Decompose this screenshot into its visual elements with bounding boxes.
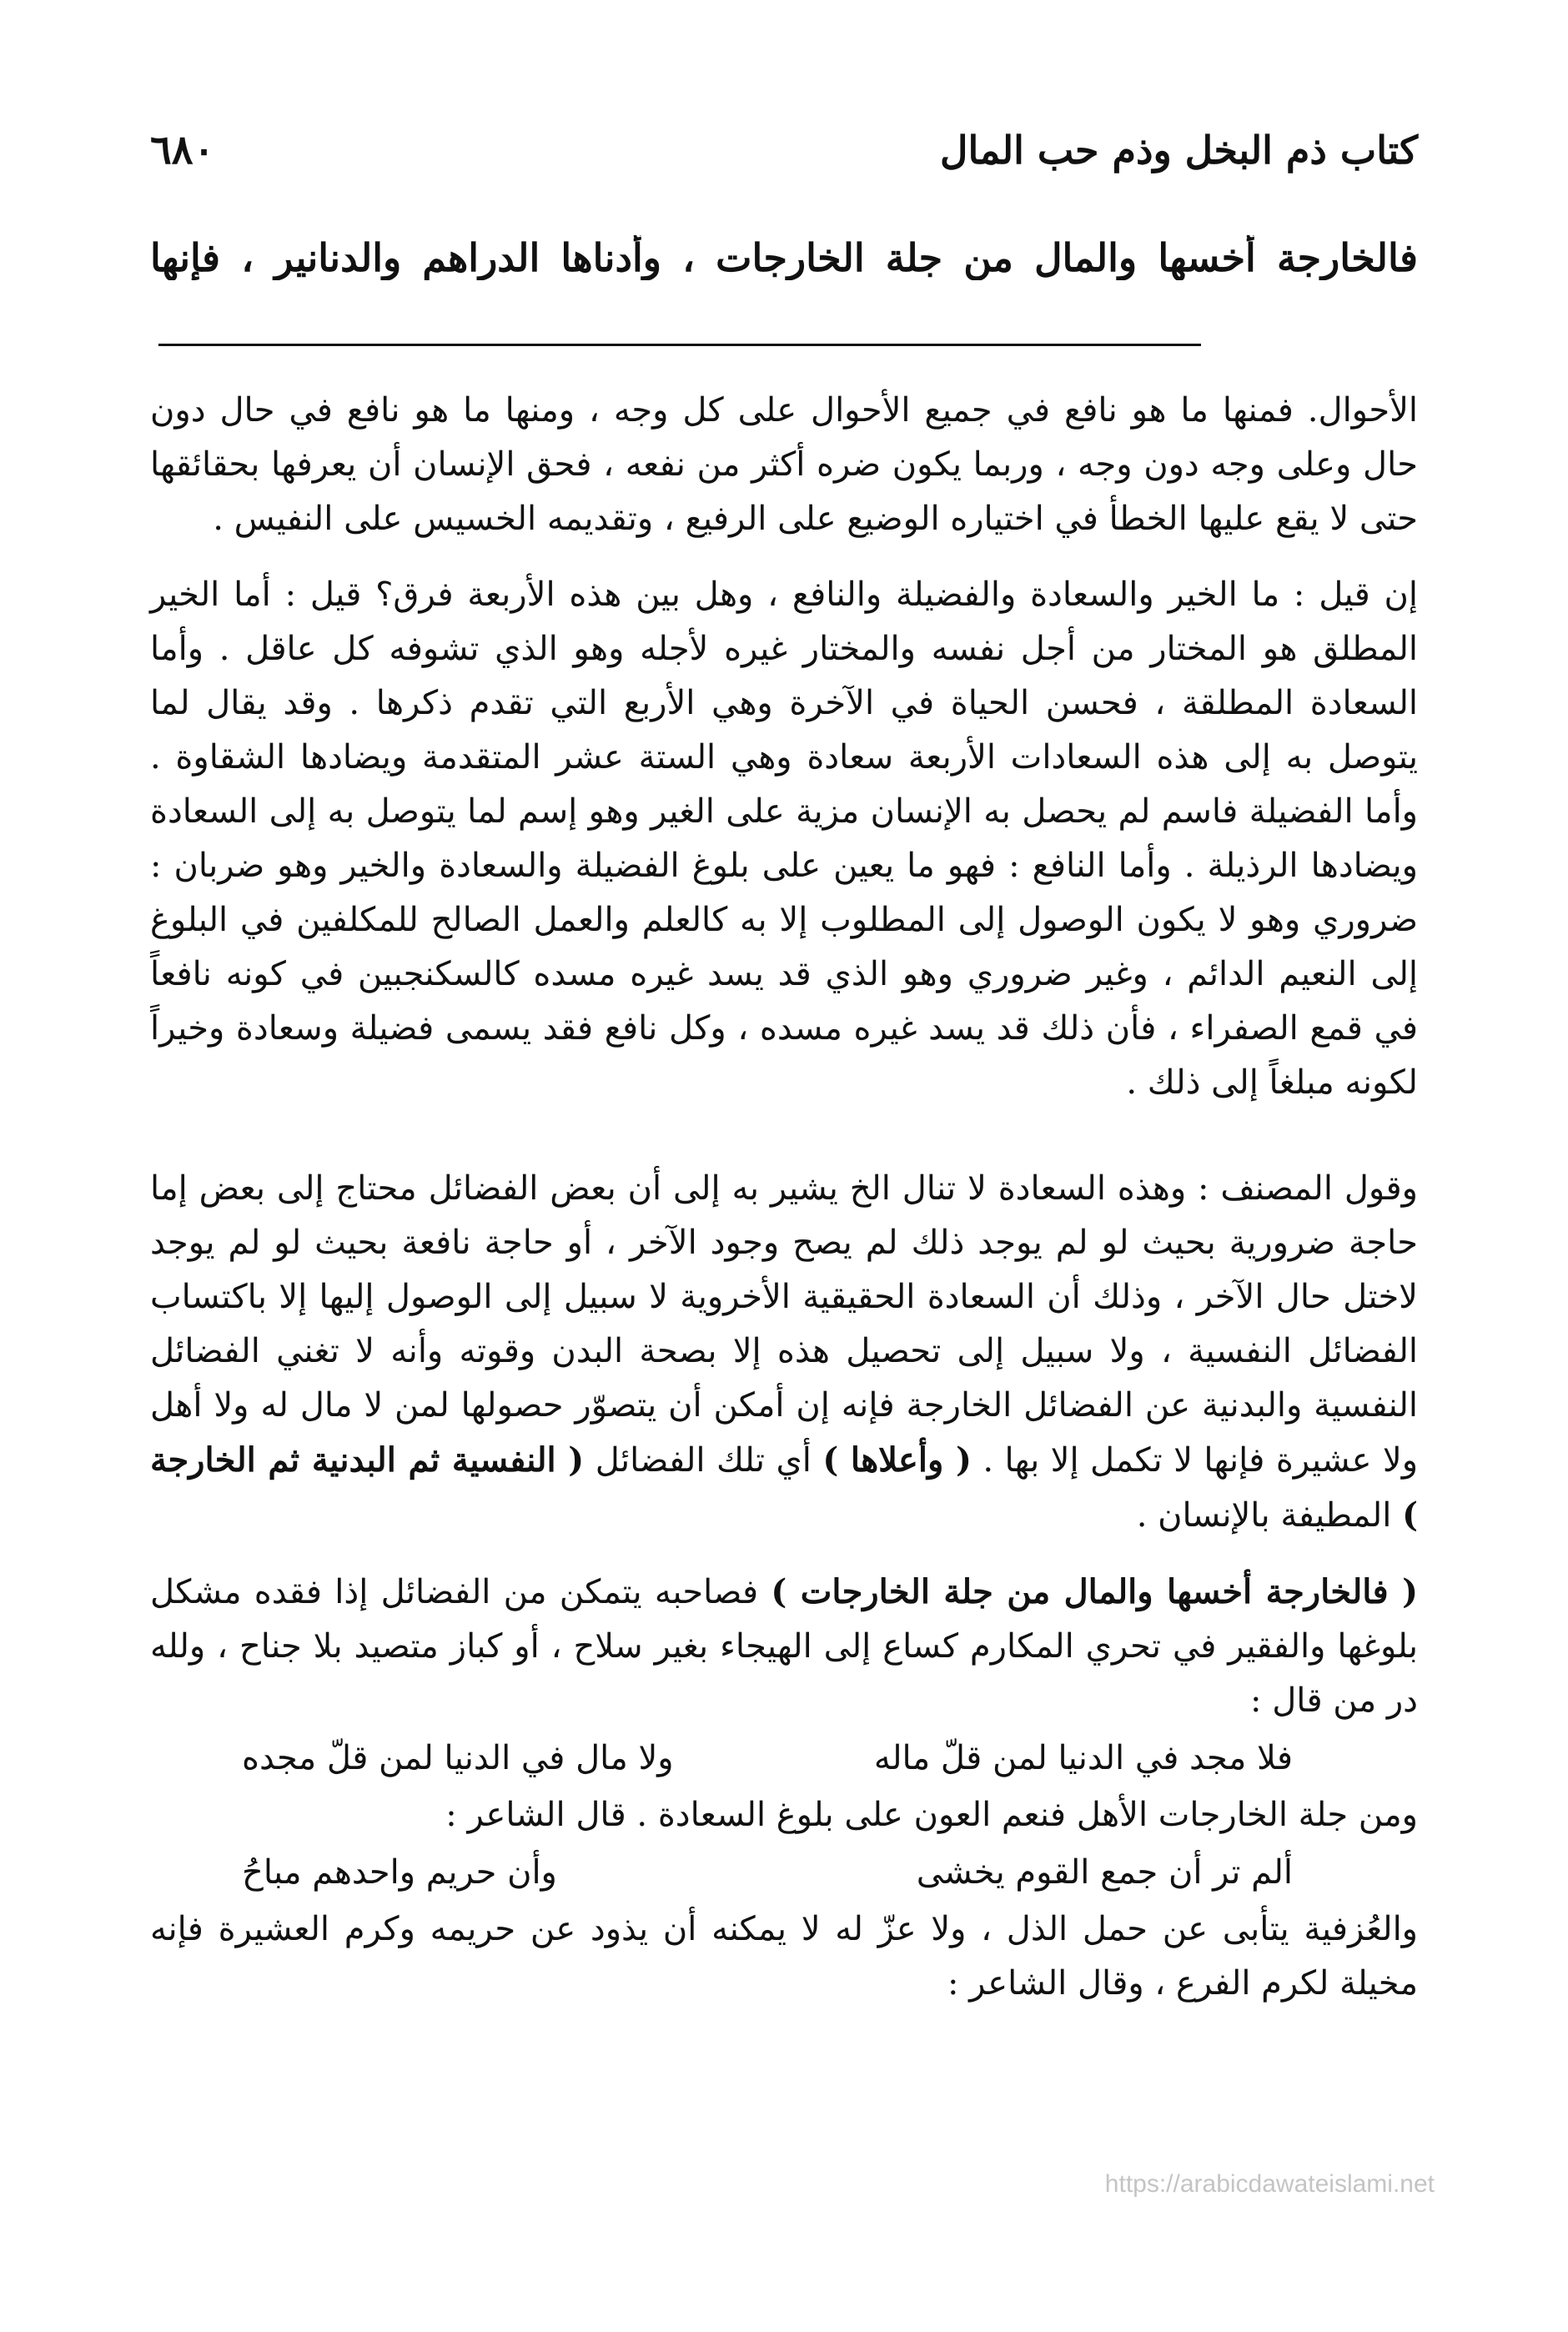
quoted-matn: ( النفسية ثم البدنية ثم الخارجة ): [150, 1440, 1418, 1535]
verse-first-hemistich: ألم تر أن جمع القوم يخشى: [916, 1853, 1293, 1892]
verse-second-hemistich: ولا مال في الدنيا لمن قلّ مجده: [242, 1739, 674, 1777]
poetry-verse: [150, 1728, 1418, 1788]
matn-text: فالخارجة أخسها والمال من جلة الخارجات ، وأدناها الدراهم والدنانير ، فإنها: [150, 235, 1418, 280]
page-number: ٦٨٠: [150, 127, 215, 173]
paragraph-in-qila: إن قيل : ما الخير والسعادة والفضيلة والنافع ، وهل بين هذه الأربعة فرق؟ قيل : أما الخير المطلق هو المختار من أجل نفسه والمختار غيره لأجله وهو الذي تشوفه كل عاقل . وأما السعادة المطلقة ، فحسن الحياة في الآخرة وهي الأربع التي تقدم ذكرها . وقد يقال لما يتوصل به إلى هذه السعادات الأربعة سعادة وهي الستة عشر المتقدمة ويضادها الشقاوة . وأما الفضيلة فاسم لم يحصل به الإنسان مزية على الغير وهو إسم لما يتوصل به إلى السعادة ويضادها الرذيلة . وأما النافع : فهو ما يعين على بلوغ الفضيلة والسعادة والخير وهو ضربان : ضروري وهو لا يكون الوصول إلى المطلوب إلا به كالعلم والعمل الصالح للمكلفين في البلوغ إلى النعيم الدائم ، وغير ضروري وهو الذي قد يسد غيره مسده كالسكنجبين في كونه نافعاً في قمع الصفراء ، فأن ذلك قد يسد غيره مسده ، وكل نافع فقد يسمى فضيلة وسعادة وخيراً لكونه مبلغاً إلى ذلك .: [150, 575, 1418, 1102]
paragraph-text: فصاحبه يتمكن من الفضائل إذا فقده مشكل بلوغها والفقير في تحري المكارم كساع إلى الهيجاء بغير سلاح ، أو كباز متصيد بلا جناح ، ولله در من قال :: [150, 1573, 1418, 1720]
poetry-verse: [150, 1842, 1418, 1902]
running-title: كتاب ذم البخل وذم حب المال: [940, 128, 1418, 173]
paragraph-ashira: والعُزفية يتأبى عن حمل الذل ، ولا عزّ له لا يمكنه أن يذود عن حريمه وكرم العشيرة فإنه مخيلة لكرم الفرع ، وقال الشاعر :: [150, 1910, 1419, 2003]
paragraph-ahwal: الأحوال. فمنها ما هو نافع في جميع الأحوال على كل وجه ، ومنها ما هو نافع في حال دون حال وعلى وجه دون وجه ، وربما يكون ضره أكثر من نفعه ، فحق الإنسان أن يعرفها بحقائقها حتى لا يقع عليها الخطأ في اختياره الوضيع على الرفيع ، وتقديمه الخسيس على النفيس .: [150, 391, 1419, 538]
verse-first-hemistich: فلا مجد في الدنيا لمن قلّ ماله: [873, 1739, 1293, 1777]
verse-second-hemistich: وأن حريم واحدهم مباحُ: [242, 1853, 557, 1892]
paragraph-text: وقول المصنف : وهذه السعادة لا تنال الخ يشير به إلى أن بعض الفضائل محتاج إلى بعض إما حاجة ضرورية بحيث لو لم يوجد ذلك لم يصح وجود الآخر ، أو حاجة نافعة بحيث لو لم يوجد لاختل حال الآخر ، وذلك أن السعادة الحقيقية الأخروية لا سبيل إلى الوصول إليها إلا باكتساب الفضائل النفسية ، ولا سبيل إلى تحصيل هذه إلا بصحة البدن وقوته وأنه لا تغني الفضائل النفسية والبدنية عن الفضائل الخارجة فإنه إن أمكن أن يتصوّر حصولها لمن لا مال له ولا أهل ولا عشيرة فإنها لا تكمل إلا بها .: [150, 1169, 1419, 1480]
paragraph-text: أي تلك الفضائل: [595, 1441, 812, 1480]
quoted-matn: ( وأعلاها ): [822, 1440, 972, 1480]
separator-rule: [158, 344, 1201, 346]
commentary-body: [150, 384, 1418, 2011]
paragraph-qawl-musannif: [150, 1162, 1418, 1543]
quoted-matn: ( فالخارجة أخسها والمال من جلة الخارجات ): [771, 1572, 1418, 1611]
paragraph-kharija: [150, 1565, 1418, 1728]
paragraph-text: المطيفة بالإنسان .: [1136, 1496, 1392, 1535]
page-header: [150, 117, 1418, 183]
paragraph-ahl: ومن جلة الخارجات الأهل فنعم العون على بلوغ السعادة . قال الشاعر :: [445, 1796, 1418, 1834]
site-watermark: https://arabicdawateislami.net: [1104, 2170, 1435, 2198]
